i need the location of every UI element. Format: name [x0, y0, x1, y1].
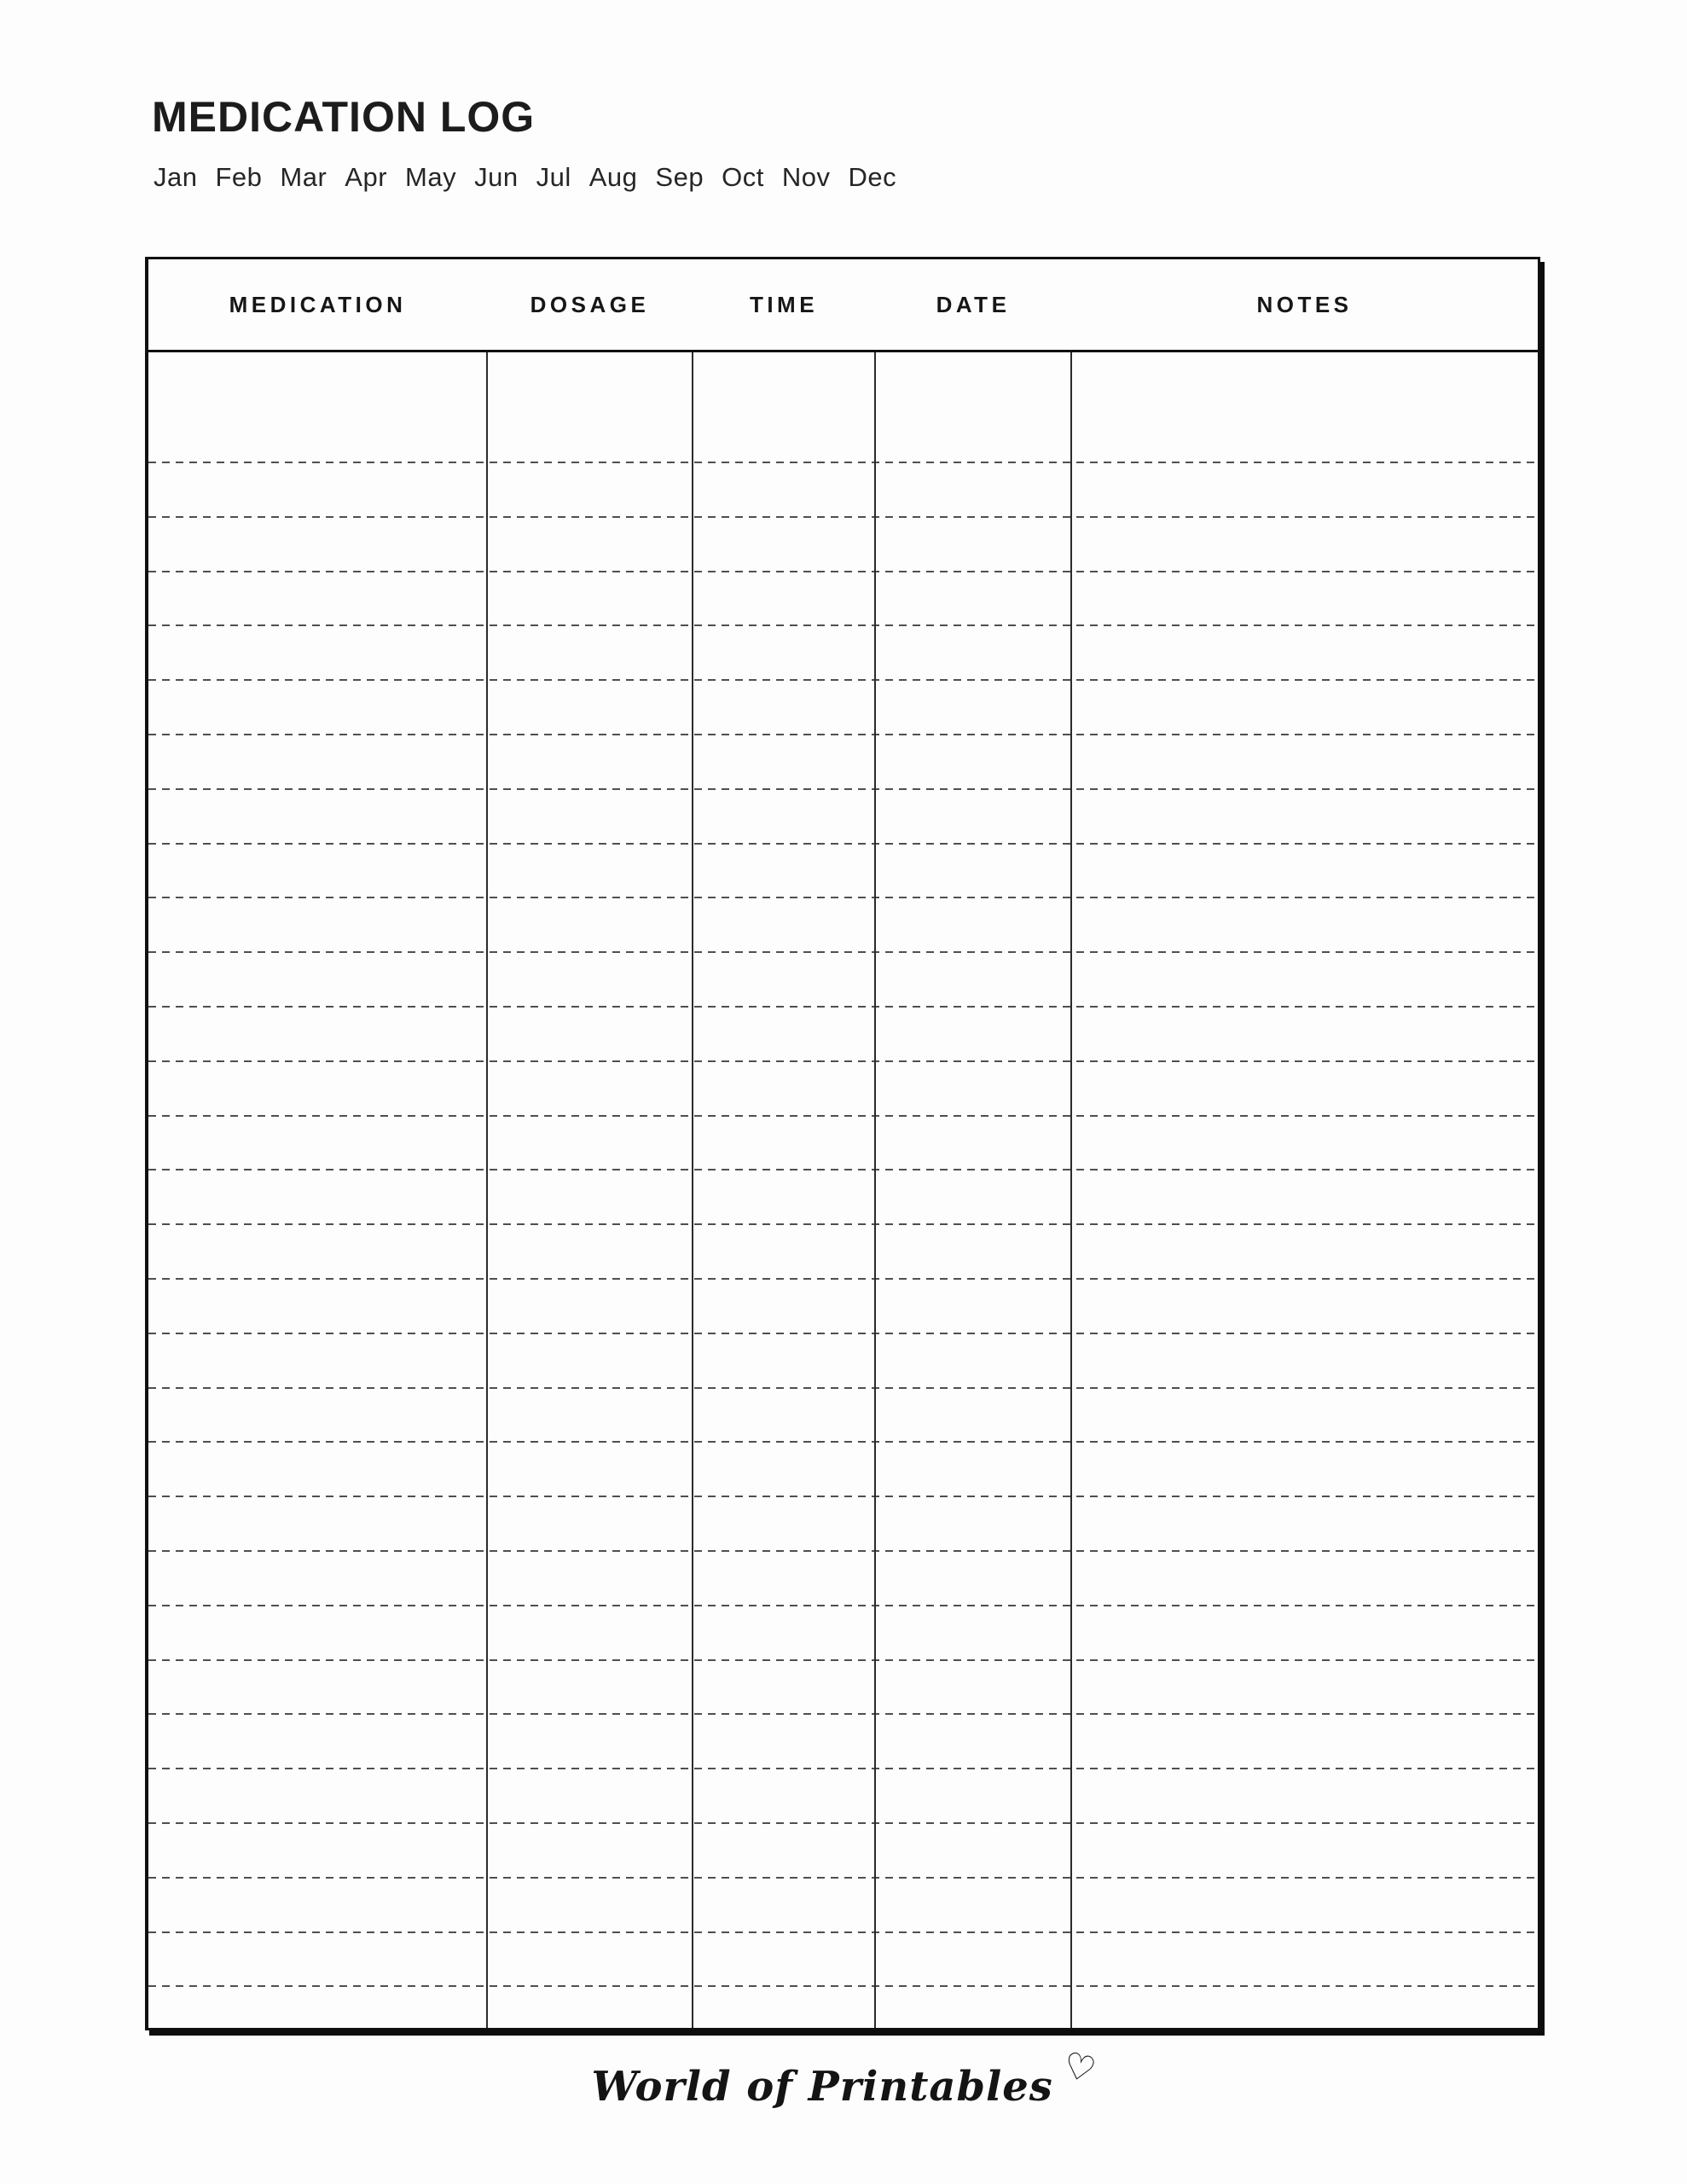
entry-row: [148, 1877, 1538, 1931]
entry-row: [148, 1768, 1538, 1822]
entry-row: [148, 1169, 1538, 1223]
month-dec: Dec: [848, 162, 897, 192]
entry-row: [148, 788, 1538, 843]
entry-row: [148, 571, 1538, 625]
column-divider-3: [874, 352, 876, 2028]
entry-row: [148, 1115, 1538, 1170]
logo-text: World of Printables: [591, 2063, 1053, 2111]
entry-row: [148, 1333, 1538, 1387]
month-sep: Sep: [655, 162, 704, 192]
entry-row: [148, 352, 1538, 462]
month-mar: Mar: [280, 162, 328, 192]
month-jan: Jan: [154, 162, 198, 192]
entry-row: [148, 462, 1538, 516]
entry-row: [148, 1278, 1538, 1333]
entry-row: [148, 1387, 1538, 1442]
month-feb: Feb: [215, 162, 263, 192]
column-divider-1: [486, 352, 488, 2028]
entry-row: [148, 1060, 1538, 1115]
entry-rows: [148, 352, 1538, 2028]
entry-row: [148, 1985, 1538, 2028]
medication-table: [145, 257, 1540, 2030]
month-nov: Nov: [781, 162, 831, 192]
month-jul: Jul: [536, 162, 571, 192]
entry-row: [148, 1006, 1538, 1060]
month-may: May: [405, 162, 457, 192]
column-header-time: TIME: [749, 291, 819, 317]
entry-row: [148, 1496, 1538, 1550]
month-jun: Jun: [474, 162, 519, 192]
entry-row: [148, 1441, 1538, 1496]
column-divider-4: [1070, 352, 1072, 2028]
entry-row: [148, 1822, 1538, 1877]
entry-row: [148, 843, 1538, 897]
page-title: MEDICATION LOG: [152, 93, 536, 141]
month-aug: Aug: [588, 162, 638, 192]
entry-row: [148, 679, 1538, 734]
entry-row: [148, 897, 1538, 951]
month-oct: Oct: [722, 162, 764, 192]
entry-row: [148, 734, 1538, 788]
table-header-row: [148, 259, 1538, 352]
month-apr: Apr: [345, 162, 388, 192]
column-header-dosage: DOSAGE: [530, 291, 650, 317]
column-header-medication: MEDICATION: [229, 291, 407, 317]
heart-icon: ♡: [1058, 2043, 1100, 2092]
table-body: [148, 352, 1538, 2028]
entry-row: [148, 1713, 1538, 1768]
month-selector: [154, 162, 896, 193]
column-divider-2: [692, 352, 693, 2028]
column-header-date: DATE: [936, 291, 1011, 317]
footer-logo: [0, 2043, 1687, 2111]
entry-row: [148, 1931, 1538, 1986]
entry-row: [148, 1223, 1538, 1278]
entry-row: [148, 516, 1538, 571]
column-header-notes: NOTES: [1256, 291, 1353, 317]
entry-row: [148, 1550, 1538, 1605]
entry-row: [148, 624, 1538, 679]
entry-row: [148, 1659, 1538, 1714]
entry-row: [148, 951, 1538, 1006]
entry-row: [148, 1605, 1538, 1659]
